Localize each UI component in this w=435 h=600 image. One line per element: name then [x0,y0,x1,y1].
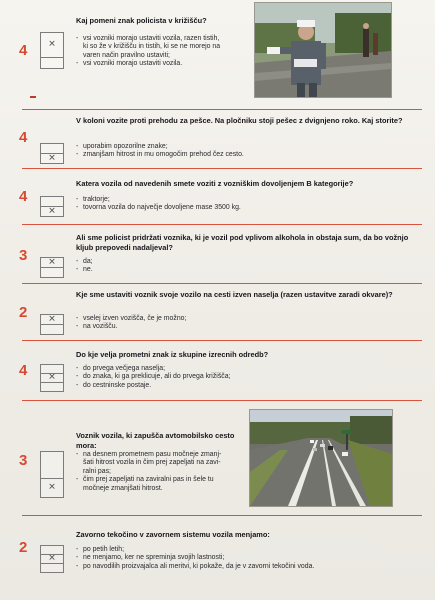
question-divider [22,515,422,516]
question-divider [22,168,422,169]
answer-box-b[interactable] [41,479,63,497]
answer-options [76,258,93,275]
answer-options [76,365,230,390]
answer-options [76,196,241,213]
question-points: 3 [19,247,28,264]
question-points: 4 [19,129,28,146]
option-a: - na desnem prometnem pasu močneje zmanj- šati hitrost vozila in čim prej zapeljati na zavi- ralni pas; [76,451,221,476]
answer-mark: ✕ [48,39,56,50]
question-divider [22,224,422,225]
question-divider [22,340,422,341]
traffic-police-officer-photo [254,2,392,98]
option-b: - do znaka, ki ga preklicuje, ali do prvega križišča; [76,373,230,381]
answer-mark: ✕ [48,205,56,216]
answer-box-c[interactable] [41,564,63,572]
answer-checkbox-group[interactable] [40,451,64,498]
option-b: - na vozišču. [76,323,186,331]
question-points: 4 [19,362,28,379]
answer-box-b[interactable] [41,207,63,216]
answer-options [76,143,244,160]
question-text: Ali sme policist pridržati voznika, ki je vozil pod vplivom alkohola in obstaja sum, da bo vožnjo kljub prepovedi nadaljeval? [76,233,409,252]
question-text: Kaj pomeni znak policista v križišču? [76,16,207,25]
question-divider [22,400,422,401]
margin-mark [30,96,36,98]
option-a: - da; [76,258,93,266]
question-text: Do kje velja prometni znak iz skupine izrecnih odredb? [76,350,269,359]
option-b: - čim prej zapeljati na zaviralni pas in šele tu močneje zmanjšati hitrost. [76,476,221,493]
question-text: Voznik vozila, ki zapušča avtomobilsko cesto mora: [76,431,235,450]
answer-box-a[interactable] [41,258,63,268]
question-points: 2 [19,304,28,321]
option-b: - zmanjšam hitrost in mu omogočim prehod čez cesto. [76,151,244,159]
answer-mark: ✕ [48,152,56,163]
option-a: - vsi vozniki morajo ustaviti vozila, razen tistih, ki so že v križišču in tistih, ki se ne morejo na varen način pravilno ustaviti; [76,35,220,60]
answer-box-b[interactable] [41,555,63,564]
answer-checkbox-group[interactable] [40,545,64,573]
option-a: - traktorje; [76,196,241,204]
answer-box-a[interactable] [41,315,63,325]
answer-checkbox-group[interactable] [40,32,64,69]
answer-box-a[interactable] [41,33,63,58]
answer-options [76,451,221,493]
answer-box-a[interactable] [41,452,63,479]
answer-box-c[interactable] [41,383,63,391]
question-points: 4 [19,188,28,205]
answer-options [76,315,186,332]
option-c: - do cestninske postaje. [76,382,230,390]
question-divider [22,283,422,284]
answer-box-b[interactable] [41,268,63,277]
answer-mark: ✕ [48,372,56,383]
answer-box-b[interactable] [41,154,63,163]
option-a: - po petih letih; [76,546,314,554]
answer-checkbox-group[interactable] [40,364,64,392]
answer-checkbox-group[interactable] [40,257,64,278]
answer-box-b[interactable] [41,325,63,334]
option-a: - uporabim opozorilne znake; [76,143,244,151]
answer-checkbox-group[interactable] [40,314,64,335]
question-text: Zavorno tekočino v zavornem sistemu vozila menjamo: [76,530,270,539]
answer-mark: ✕ [48,313,56,324]
option-a: - vselej izven vozišča, če je možno; [76,315,186,323]
answer-checkbox-group[interactable] [40,143,64,164]
answer-mark: ✕ [48,482,56,493]
question-points: 4 [19,42,28,59]
option-b: - ne. [76,266,93,274]
answer-box-b[interactable] [41,374,63,383]
option-b: - vsi vozniki morajo ustaviti vozila. [76,60,220,68]
option-b: - tovorna vozila do največje dovoljene mase 3500 kg. [76,204,241,212]
question-divider [22,109,422,110]
question-text: Katera vozila od navedenih smete voziti z vozniškim dovoljenjem B kategorije? [76,179,354,188]
highway-exit-lane-photo [249,409,393,507]
question-text: Kje sme ustaviti voznik svoje vozilo na cesti izven naselja (razen ustavitve zaradi okvare)? [76,290,393,299]
answer-options [76,546,314,571]
answer-box-b[interactable] [41,58,63,68]
answer-mark: ✕ [48,553,56,564]
answer-checkbox-group[interactable] [40,196,64,217]
question-points: 3 [19,452,28,469]
option-a: - do prvega večjega naselja; [76,365,230,373]
answer-options [76,35,220,69]
option-c: - po navodilih proizvajalca ali meritvi, ki pokaže, da je v zavorni tekočini voda. [76,563,314,571]
question-points: 2 [19,539,28,556]
question-text: V koloni vozite proti prehodu za pešce. Na pločniku stoji pešec z dvignjeno roko. Kaj storite? [76,116,403,125]
answer-mark: ✕ [48,256,56,267]
option-b: - ne menjamo, ker ne spreminja svojih lastnosti; [76,554,314,562]
